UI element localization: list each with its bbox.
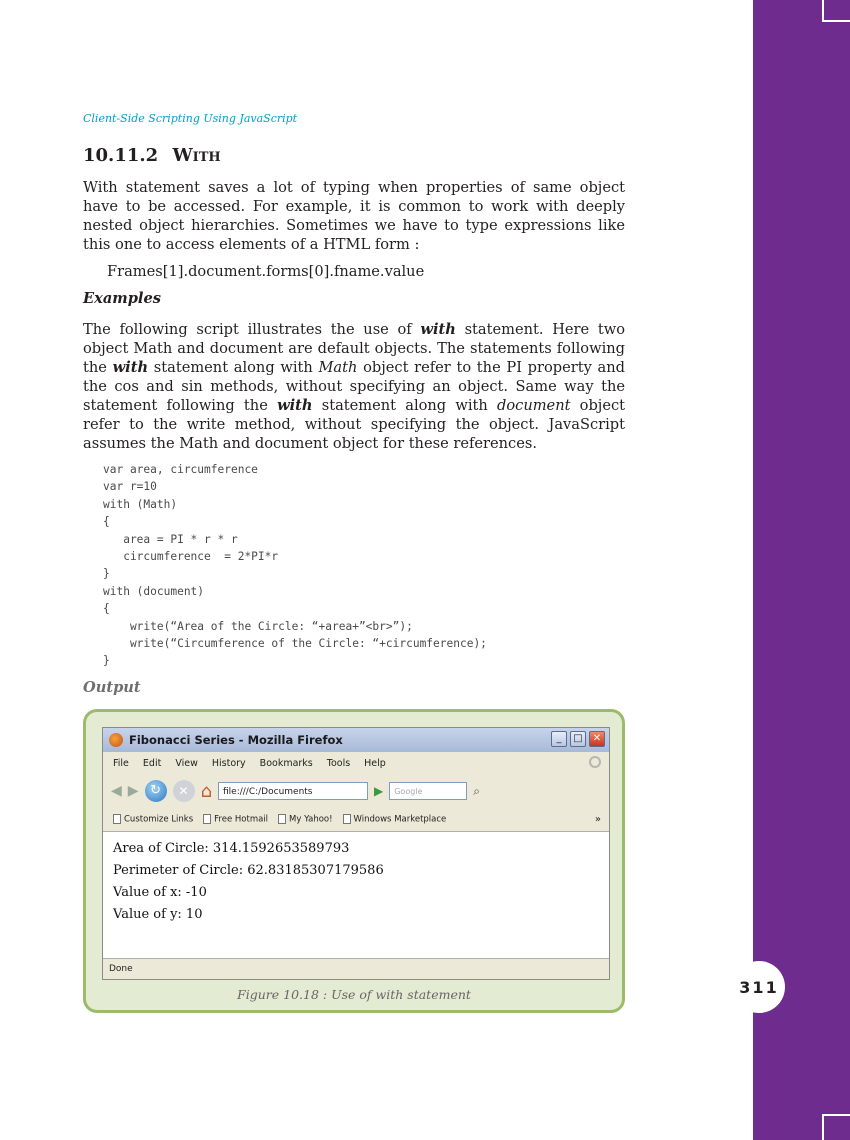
- menu-file[interactable]: File: [113, 757, 129, 769]
- section-title: With: [172, 145, 221, 166]
- reload-icon[interactable]: ↻: [145, 780, 167, 802]
- menu-history[interactable]: History: [211, 757, 246, 769]
- browser-window: [102, 727, 610, 980]
- menu-edit[interactable]: Edit: [142, 757, 162, 769]
- go-arrow-icon[interactable]: ▶: [374, 784, 384, 798]
- bookmarks-overflow-icon[interactable]: »: [594, 814, 601, 825]
- bookmark-free-hotmail[interactable]: [203, 814, 268, 825]
- bookmark-windows-marketplace[interactable]: [343, 814, 447, 825]
- bookmark-customize-links[interactable]: [113, 814, 193, 825]
- navigation-toolbar: [103, 774, 609, 808]
- back-arrow-icon[interactable]: ◀: [111, 783, 122, 799]
- text-run: object refer to the PI property and the cos and sin methods, without specifying an object. Same way the statement following the: [83, 359, 625, 414]
- text-run: statement along with: [312, 397, 498, 414]
- search-input[interactable]: Google: [389, 782, 467, 800]
- intro-paragraph: With statement saves a lot of typing when properties of same object have to be accessed. For example, it is common to work with deeply nested object hierarchies. Sometimes we have to type expressions like this one to access elements of a HTML form :: [83, 179, 625, 253]
- address-bar[interactable]: file:///C:/Documents: [218, 782, 368, 800]
- keyword-with: with: [112, 359, 149, 376]
- keyword-with: with: [420, 321, 456, 338]
- crop-mark-top: [822, 0, 850, 22]
- section-number: 10.11.2: [83, 145, 159, 166]
- title-bar: [103, 728, 609, 752]
- keyword-with: with: [277, 397, 313, 414]
- firefox-icon: [109, 733, 123, 747]
- stop-icon[interactable]: ✕: [173, 780, 195, 802]
- menu-bar: [103, 752, 609, 774]
- forward-arrow-icon[interactable]: ▶: [127, 783, 139, 799]
- page-icon: [278, 814, 286, 824]
- explanation-paragraph: [83, 320, 625, 453]
- figure-caption: Figure 10.18 : Use of with statement: [237, 987, 471, 1002]
- menu-help[interactable]: Help: [364, 757, 386, 769]
- bookmark-label: Windows Marketplace: [353, 814, 447, 825]
- window-title: Fibonacci Series - Mozilla Firefox: [129, 733, 343, 747]
- page-icon: [343, 814, 351, 824]
- section-heading: [83, 145, 221, 166]
- text-run: statement. Here two object Math and document are default objects. The statements following the: [83, 321, 626, 376]
- throbber-icon: [589, 756, 601, 768]
- output-perimeter-line: Perimeter of Circle: 62.83185307179586: [113, 863, 384, 878]
- menu-bookmarks[interactable]: Bookmarks: [259, 757, 313, 769]
- page-icon: [113, 814, 121, 824]
- menu-tools[interactable]: Tools: [326, 757, 351, 769]
- crop-mark-bottom: [822, 1114, 850, 1140]
- status-bar: Done: [103, 958, 609, 979]
- bookmarks-toolbar: [103, 808, 609, 832]
- figure-frame: [83, 709, 625, 1013]
- output-area-line: Area of Circle: 314.1592653589793: [113, 841, 350, 856]
- maximize-button[interactable]: □: [570, 731, 586, 747]
- window-controls: [551, 731, 605, 747]
- output-y-line: Value of y: 10: [113, 907, 203, 922]
- keyword-document: document: [497, 397, 571, 414]
- search-icon[interactable]: ⌕: [473, 783, 480, 798]
- page-number: 311: [733, 961, 785, 1013]
- bookmark-label: My Yahoo!: [289, 814, 333, 825]
- output-heading: Output: [83, 679, 141, 696]
- example-expression: Frames[1].document.forms[0].fname.value: [107, 263, 425, 280]
- running-head: Client-Side Scripting Using JavaScript: [83, 112, 298, 125]
- page-content: [113, 838, 384, 926]
- text-run: The following script illustrates the use of: [83, 321, 421, 338]
- close-button[interactable]: ✕: [589, 731, 605, 747]
- text-run: statement along with: [148, 359, 319, 376]
- keyword-math: Math: [318, 359, 358, 376]
- menu-view[interactable]: View: [175, 757, 198, 769]
- text-run: object refer to the write method, without specifying the object. JavaScript assumes the Math and document object for these references.: [83, 397, 626, 452]
- home-icon[interactable]: ⌂: [200, 780, 212, 802]
- bookmark-label: Customize Links: [124, 814, 194, 825]
- output-x-line: Value of x: -10: [113, 885, 207, 900]
- minimize-button[interactable]: _: [551, 731, 567, 747]
- code-listing: var area, circumference var r=10 with (Math) { area = PI * r * r circumference = 2*PI*r } with (document) { write(“Area of the Circle: “+area+”<br>”); write(“Circumference of the Circle: “+circumference); }: [103, 463, 487, 668]
- page-icon: [203, 814, 211, 824]
- bookmark-label: Free Hotmail: [214, 814, 269, 825]
- bookmark-my-yahoo[interactable]: [278, 814, 333, 825]
- examples-heading: Examples: [83, 290, 161, 307]
